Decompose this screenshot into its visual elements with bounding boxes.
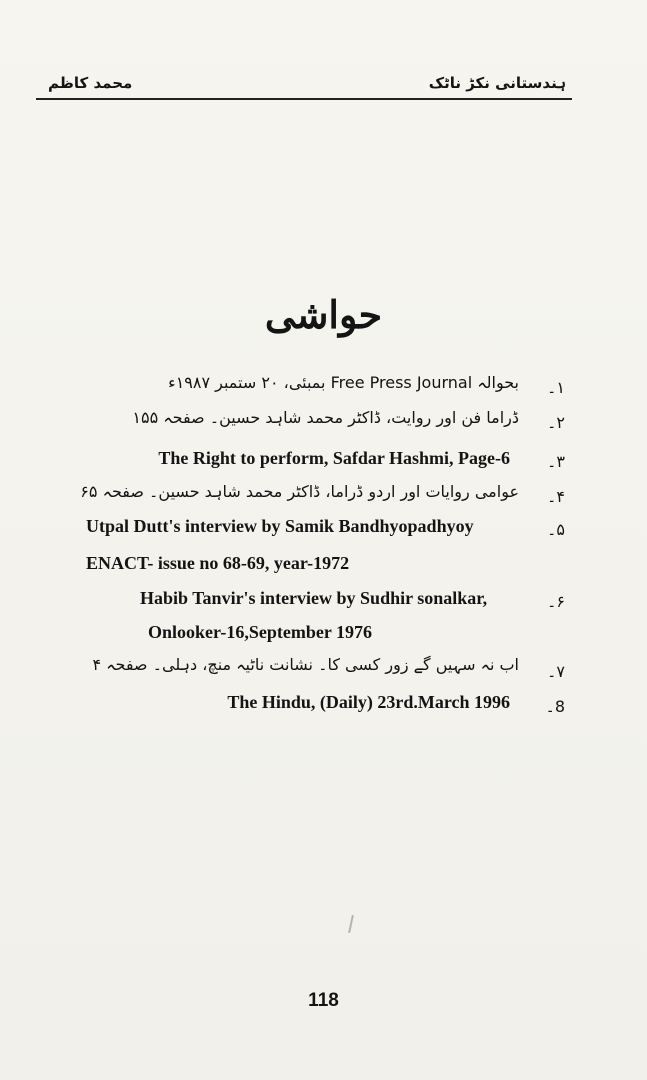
page-number: 118 (308, 990, 339, 1011)
note-number-1: ۱۔ (547, 378, 565, 397)
note-text-6-line-2: Onlooker-16,September 1976 (148, 622, 372, 642)
note-text-6-line-1: Habib Tanvir's interview by Sudhir sonalkar, (140, 588, 488, 608)
note-text-8: The Hindu, (Daily) 23rd.March 1996 (227, 692, 510, 712)
note-text-7: اب نہ سہیں گے زور کسی کا۔ نشانت ناٹیہ منچ، دہلی۔ صفحہ ۴ (92, 655, 519, 674)
author-name: محمد کاظم (48, 74, 133, 92)
note-number-5: ۵۔ (547, 520, 565, 539)
note-number-6: ۶۔ (547, 592, 565, 611)
note-number-3: ۳۔ (547, 452, 565, 471)
note-text-1: بحوالہ Free Press Journal بمبئی، ۲۰ ستمبر ۱۹۸۷ء (168, 373, 519, 392)
section-title: حواشی (264, 292, 383, 337)
note-text-2: ڈراما فن اور روایت، ڈاکٹر محمد شاہد حسین۔ صفحہ ۱۵۵ (132, 408, 519, 427)
scan-mark (348, 915, 354, 933)
note-number-8: 8۔ (545, 697, 565, 716)
note-number-2: ۲۔ (547, 413, 565, 432)
note-text-5-line-1: Utpal Dutt's interview by Samik Bandhyopadhyoy (86, 516, 474, 536)
note-number-4: ۴۔ (547, 487, 565, 506)
note-text-4: عوامی روایات اور اردو ڈراما، ڈاکٹر محمد شاہد حسین۔ صفحہ ۶۵ (80, 482, 519, 501)
note-number-7: ۷۔ (547, 662, 565, 681)
running-header (36, 68, 572, 100)
note-text-5-line-2: ENACT- issue no 68-69, year-1972 (86, 553, 350, 573)
book-title: ہندستانی نکڑ ناٹک (428, 74, 566, 92)
note-text-3: The Right to perform, Safdar Hashmi, Page-6 (158, 448, 510, 468)
